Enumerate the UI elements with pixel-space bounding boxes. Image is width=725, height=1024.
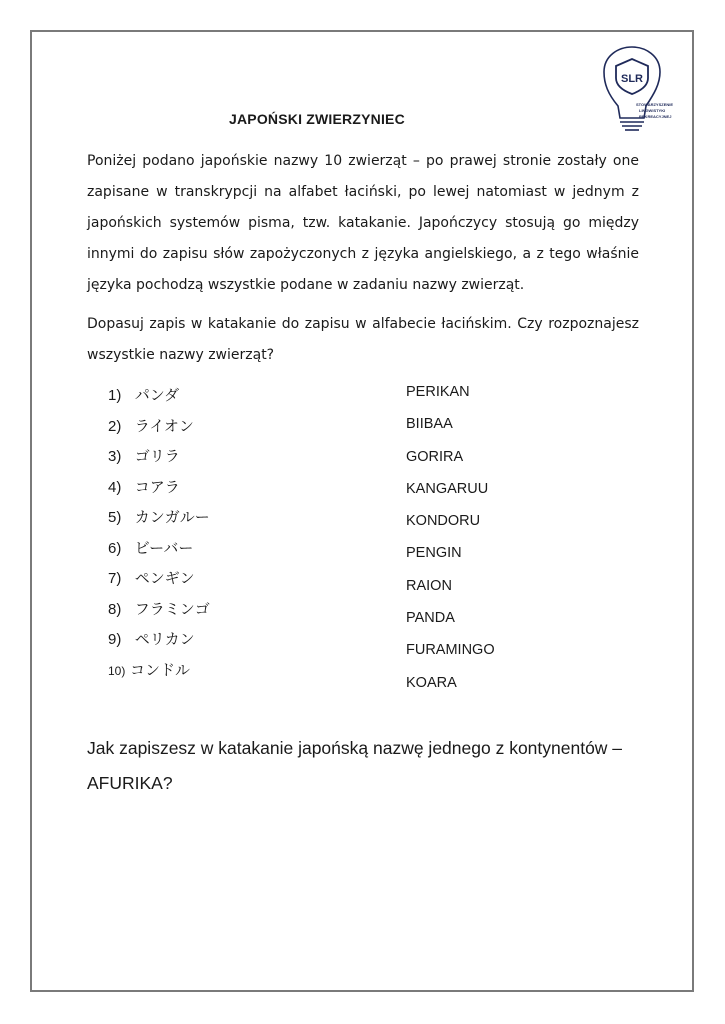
item-number: 4) [108, 478, 122, 496]
item-number: 9) [108, 631, 122, 648]
katakana-item [108, 533, 210, 564]
katakana-word: カンガルー [134, 508, 210, 526]
item-number: 6) [108, 539, 122, 557]
bonus-question: Jak zapiszesz w katakanie japońską nazwę jednego z kontynentów – AFURIKA? [87, 738, 623, 793]
latin-word: PANDA [406, 610, 455, 627]
latin-word: KONDORU [406, 513, 481, 530]
katakana-item [108, 624, 210, 655]
latin-word: RAION [406, 577, 452, 594]
latin-word: KOARA [406, 674, 457, 691]
latin-word: FURAMINGO [406, 642, 495, 659]
katakana-word: ゴリラ [134, 447, 180, 465]
latin-word: KANGARUU [406, 480, 489, 497]
latin-list [406, 377, 495, 700]
katakana-word: ライオン [134, 416, 194, 435]
item-number: 2) [108, 417, 122, 435]
latin-word: GORIRA [406, 448, 464, 465]
item-number: 3) [108, 448, 122, 465]
katakana-item [108, 655, 210, 686]
instruction-paragraph: Dopasuj zapis w katakanie do zapisu w alfabecie łacińskim. Czy rozpoznajesz wszystkie nazwy zwierząt? [87, 316, 639, 363]
item-number: 8) [108, 600, 122, 618]
item-number: 10) [108, 663, 126, 678]
logo-caption-line-1: STOWARZYSZENIE [636, 102, 674, 107]
katakana-list [108, 380, 210, 685]
logo-caption-line-3: REKREACYJNEJ [639, 114, 672, 119]
katakana-word: コンドル [130, 660, 191, 679]
katakana-item [108, 594, 210, 625]
katakana-item [108, 441, 210, 472]
slr-lightbulb-logo [598, 44, 674, 134]
item-number: 7) [108, 570, 122, 587]
katakana-item [108, 380, 210, 411]
katakana-word: パンダ [134, 386, 180, 404]
page-title: JAPOŃSKI ZWIERZYNIEC [229, 111, 405, 127]
intro-paragraph: Poniżej podano japońskie nazwy 10 zwierząt – po prawej stronie zostały one zapisane w transkrypcji na alfabet łaciński, po lewej natomiast w jednym z japońskich systemów pisma, tzw. katakanie. Japończycy stosują go między innymi do zapisu słów zapożyczonych z języka angielskiego, a z tego właśnie języka pochodzą wszystkie podane w zadaniu nazwy zwierząt. [87, 153, 639, 293]
katakana-item [108, 411, 210, 442]
katakana-word: ペリカン [134, 630, 195, 648]
katakana-item [108, 472, 210, 503]
katakana-word: ペンギン [134, 569, 195, 587]
logo-text: SLR [621, 73, 643, 85]
katakana-item [108, 563, 210, 594]
katakana-word: コアラ [134, 477, 180, 496]
item-number: 1) [108, 387, 122, 404]
latin-word: BIIBAA [406, 416, 453, 433]
latin-word: PERIKAN [406, 384, 470, 400]
katakana-word: フラミンゴ [134, 599, 210, 618]
latin-word: PENGIN [406, 545, 462, 562]
katakana-word: ビーバー [134, 538, 194, 557]
item-number: 5) [108, 509, 122, 526]
logo-caption-line-2: LINGWISTYKI [639, 108, 666, 113]
katakana-item [108, 502, 210, 533]
